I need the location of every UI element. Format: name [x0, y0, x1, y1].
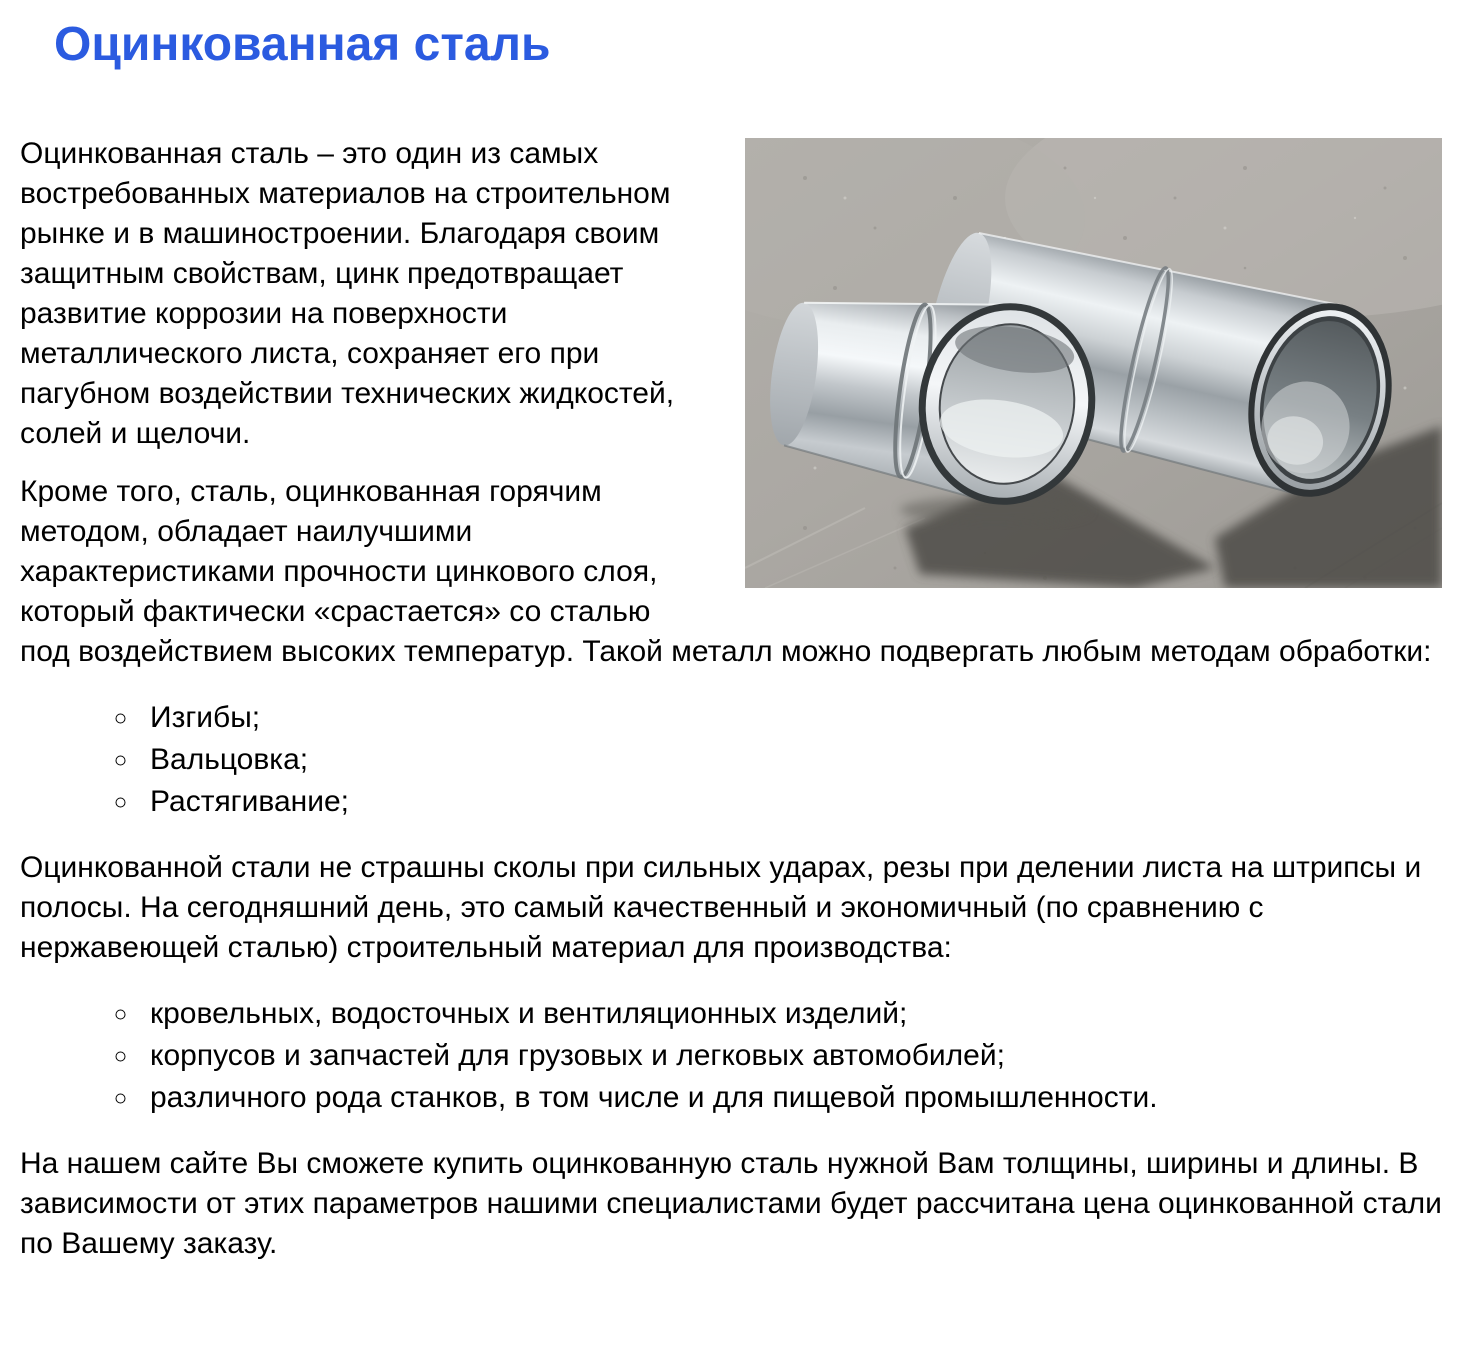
closing-paragraph: На нашем сайте Вы сможете купить оцинкованную сталь нужной Вам толщины, ширины и длины. В зависимости от этих параметров нашими специалистами будет рассчитана цена оцинкованной стали по Вашему заказу. [20, 1147, 1442, 1260]
list-item: ◦ кровельных, водосточных и вентиляционных изделий; [140, 994, 1442, 1034]
list-item: ◦ различного рода станков, в том числе и для пищевой промышленности. [140, 1078, 1442, 1118]
page-title: Оцинкованная сталь [54, 18, 551, 71]
third-paragraph: Оцинкованной стали не страшны сколы при сильных ударах, резы при делении листа на штрипсы и полосы. На сегодняшний день, это самый качественный и экономичный (по сравнению с нержавеющей сталью) строительный материал для производства: [20, 851, 1422, 964]
list-item: ◦ Растягивание; [140, 782, 1442, 822]
list-item: ◦ Изгибы; [140, 698, 1442, 738]
processing-methods-list [20, 698, 1442, 822]
list-item: ◦ Вальцовка; [140, 740, 1442, 780]
second-paragraph: Кроме того, сталь, оцинкованная горячим методом, обладает наилучшими характеристиками прочности цинкового слоя, который фактически «срастается» со сталью под воздействием высоких температур. Такой металл можно подвергать любым методам обработки: [20, 475, 1432, 668]
galvanized-steel-rolls-photo [745, 138, 1442, 588]
intro-paragraph: Оцинкованная сталь – это один из самых востребованных материалов на строительном рынке и в машиностроении. Благодаря своим защитным свойствам, цинк предотвращает развитие коррозии на поверхности металлического листа, сохраняет его при пагубном воздействии технических жидкостей, солей и щелочи. [20, 137, 675, 450]
article-page [0, 16, 1462, 1358]
products-list [20, 994, 1442, 1118]
photo-illustration [745, 138, 1442, 588]
list-item: ◦ корпусов и запчастей для грузовых и легковых автомобилей; [140, 1036, 1442, 1076]
